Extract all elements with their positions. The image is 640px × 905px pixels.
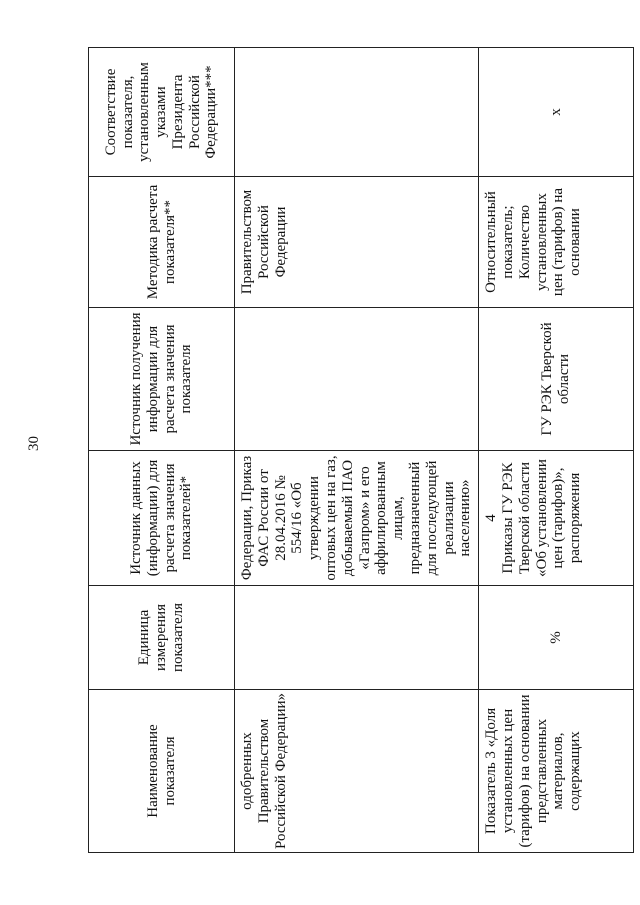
indicators-table	[88, 47, 634, 853]
table-cell	[235, 308, 479, 451]
table-cell: ГУ РЭК Тверской области	[479, 308, 634, 451]
table-cell: Правительством Российской Федерации	[235, 177, 479, 308]
table-cell: Федерации, Приказ ФАС России от 28.04.2016 № 554/16 «Об утверждении оптовых цен на газ, добываемый ПАО «Газпром» и его аффилированным лицам, предназначенный для последующей реализации населению»	[235, 451, 479, 586]
table-cell: %	[479, 586, 634, 690]
table-cell	[235, 586, 479, 690]
table-cell: x	[479, 48, 634, 177]
table-cell: Относительный показатель; Количество установленных цен (тарифов) на основании	[479, 177, 634, 308]
table-row	[479, 48, 634, 853]
page-number: 30	[26, 436, 42, 451]
table-row	[235, 48, 479, 853]
header-info-source: Источник получения информации для расчета значения показателя	[89, 308, 235, 451]
table-cell: одобренных Правительством Российской Федерации»	[235, 690, 479, 853]
header-indicator-name: Наименование показателя	[89, 690, 235, 853]
table-header-row	[89, 48, 235, 853]
header-unit: Единица измерения показателя	[89, 586, 235, 690]
table-cell: 4 Приказы ГУ РЭК Тверской области «Об установлении цен (тарифов)», распоряжения	[479, 451, 634, 586]
header-decree-compliance: Соответствие показателя, установленным указами Президента Российской Федерации***	[89, 48, 235, 177]
header-data-source: Источник данных (информации) для расчета значения показателей*	[89, 451, 235, 586]
header-calculation-method: Методика расчета показателя**	[89, 177, 235, 308]
table-cell	[235, 48, 479, 177]
table-cell: Показатель 3 «Доля установленных цен (тарифов) на основании представленных материалов, содержащих	[479, 690, 634, 853]
